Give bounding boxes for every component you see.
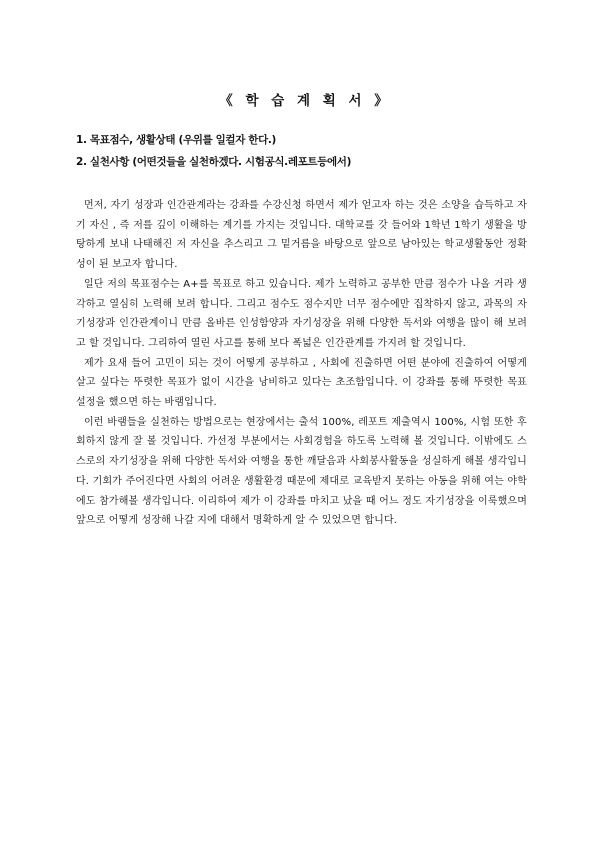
- instruction-list: [76, 129, 527, 173]
- instruction-item: 1. 목표점수, 생활상태 (우위를 일컬자 한다.): [76, 134, 276, 146]
- body-paragraph: 제가 요새 들어 고민이 되는 것이 어떻게 공부하고 , 사회에 진출하면 어떤 분야에 진출하여 어떻게 살고 싶다는 뚜렷한 목표가 없이 시간을 낭비하고 있다는 초조함입니다. 이 강좌를 통해 뚜렷한 목표 설정을 했으면 하는 바램입니다.: [76, 357, 527, 409]
- body-paragraph: 일단 저의 목표점수는 A+를 목표로 하고 있습니다. 제가 노력하고 공부한 만큼 점수가 나올 거라 생각하고 열심히 노력해 보려 합니다. 그리고 점수도 점수지만 너무 점수에만 집착하지 않고, 과목의 자기성장과 인간관계이니 만큼 올바른 인성함양과 자기성장을 위해 다양한 독서와 여행을 많이 해 보려고 할 것입니다. 그리하여 열린 사고를 통해 보다 폭넓은 인간관계를 가지려 할 것입니다.: [76, 278, 527, 349]
- document-title: 《 학 습 계 획 서 》: [219, 93, 392, 109]
- body-paragraph: 먼저, 자기 성장과 인간관계라는 강좌를 수강신청 하면서 제가 얻고자 하는 것은 소양을 습득하고 자기 자신 , 즉 저를 깊이 이해하는 계기를 가지는 것입니다. 대학교를 갓 들어와 1학년 1학기 생활을 방탕하게 보내 나태해진 저 자신을 추스리고 그 밑거름을 바탕으로 앞으로 남아있는 학교생활동안 정확성이 된 보고자 합니다.: [76, 200, 527, 271]
- body-text: [76, 196, 527, 531]
- body-paragraph: 이런 바램들을 실천하는 방법으로는 현장에서는 출석 100%, 레포트 제출역시 100%, 시험 또한 후회하지 않게 잘 볼 것입니다. 가선정 부분에서는 사회경험을 하도록 노력해 볼 것입니다. 이밖에도 스스로의 자기성장을 위해 다양한 독서와 여행을 통한 깨달음과 사회봉사활동을 성실하게 해볼 생각입니다. 기회가 주어진다면 사회의 어려운 생활환경 때문에 제대로 교육받지 못하는 아동을 위해 여는 야학에도 참가해볼 생각입니다. 이리하여 제가 이 강좌를 마치고 났을 때 어느 정도 자기성장을 이룩했으며 앞으로 어떻게 성장해 나갈 지에 대해서 명확하게 알 수 있었으면 합니다.: [76, 416, 527, 527]
- instruction-item: 2. 실천사항 (어떤것들을 실천하겠다. 시험공식.레포트등에서): [76, 156, 352, 168]
